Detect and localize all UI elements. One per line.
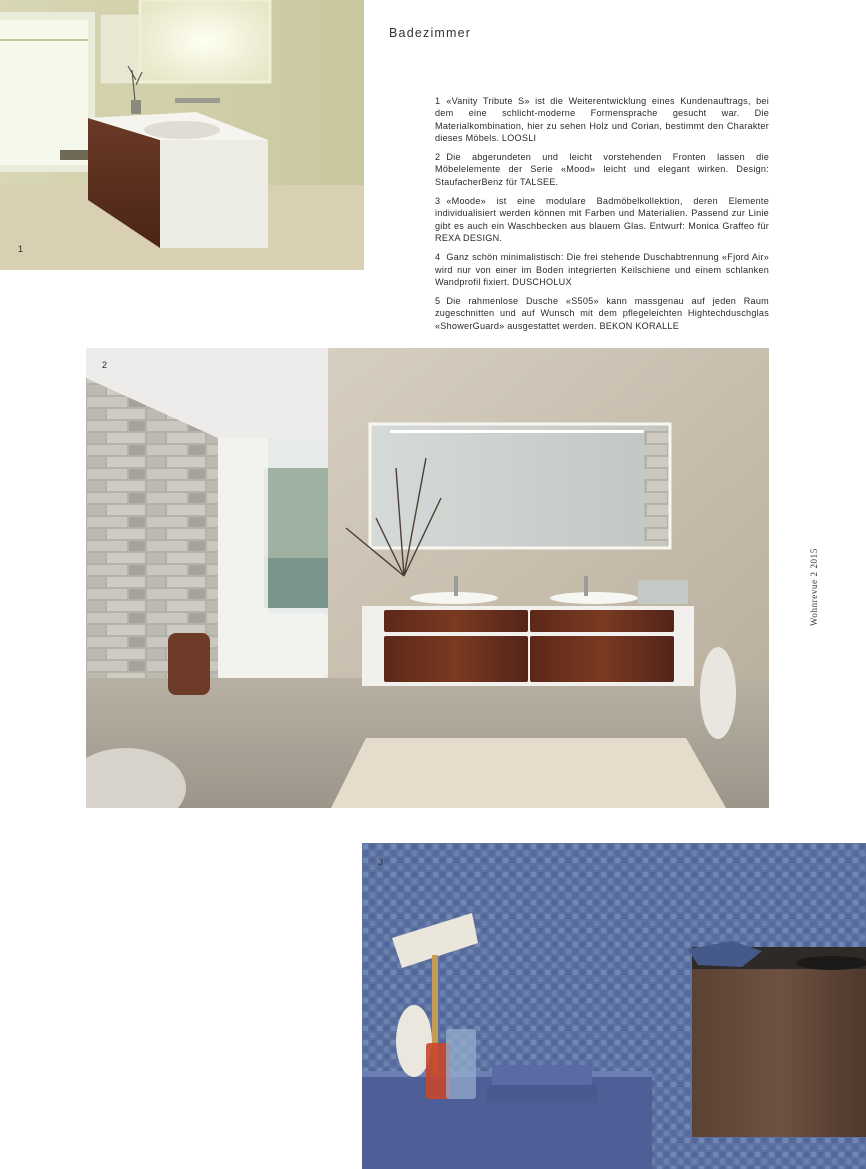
- caption-item: [435, 151, 769, 188]
- caption-text: Die abgerundeten und leicht vorstehenden Fronten lassen die Möbelelemente der Serie «Mood» leicht und elegant wirken. Design: StaufacherBenz für TALSEE.: [435, 152, 769, 187]
- caption-text: Ganz schön minimalistisch: Die frei stehende Duschabtrennung «Fjord Air» wird nur von einer im Boden integrierten Keilschiene und einem schlanken Wandprofil fixiert. DUSCHOLUX: [435, 252, 769, 287]
- photo-2: [86, 348, 769, 808]
- caption-number: 4: [435, 252, 441, 263]
- caption-number: 1: [435, 96, 441, 106]
- captions-block: [435, 95, 769, 339]
- caption-item: [435, 295, 769, 332]
- photo-3: [362, 843, 866, 1169]
- photo-2-image: [86, 348, 769, 808]
- magazine-credit: Wohnrevue 2 2015: [809, 548, 819, 626]
- photo-number: 1: [18, 244, 24, 254]
- photo-number: 3: [378, 857, 384, 867]
- photo-1: [0, 0, 364, 270]
- section-title: Badezimmer: [389, 26, 472, 40]
- caption-item: [435, 195, 769, 244]
- photo-3-image: [362, 843, 866, 1169]
- photo-number: 2: [102, 360, 108, 370]
- caption-text: «Vanity Tribute S» ist die Weiterentwicklung eines Kundenauftrags, bei dem eine schlicht-moderne Formensprache gesucht war. Die Materialkombination, hier zu sehen Holz und Corian, bestimmt den Charakter dieses Möbels. LOOSLI: [435, 96, 769, 143]
- caption-number: 2: [435, 152, 441, 163]
- caption-text: Die rahmenlose Dusche «S505» kann massgenau auf jeden Raum zugeschnitten und auf Wunsch mit dem pflegeleichten Hightechduschglas «ShowerGuard» ausgestattet werden. BEKON KORALLE: [435, 296, 769, 331]
- caption-text: «Moode» ist eine modulare Badmöbelkollektion, deren Elemente individualisiert werden können mit Farben und Materialien. Passend zur Linie gibt es auch ein Waschbecken aus blauem Glas. Entwurf: Monica Graffeo für REXA DESIGN.: [435, 196, 769, 243]
- caption-number: 3: [435, 196, 441, 207]
- caption-item: [435, 95, 769, 144]
- caption-item: [435, 251, 769, 288]
- photo-1-image: [0, 0, 364, 270]
- caption-number: 5: [435, 296, 441, 307]
